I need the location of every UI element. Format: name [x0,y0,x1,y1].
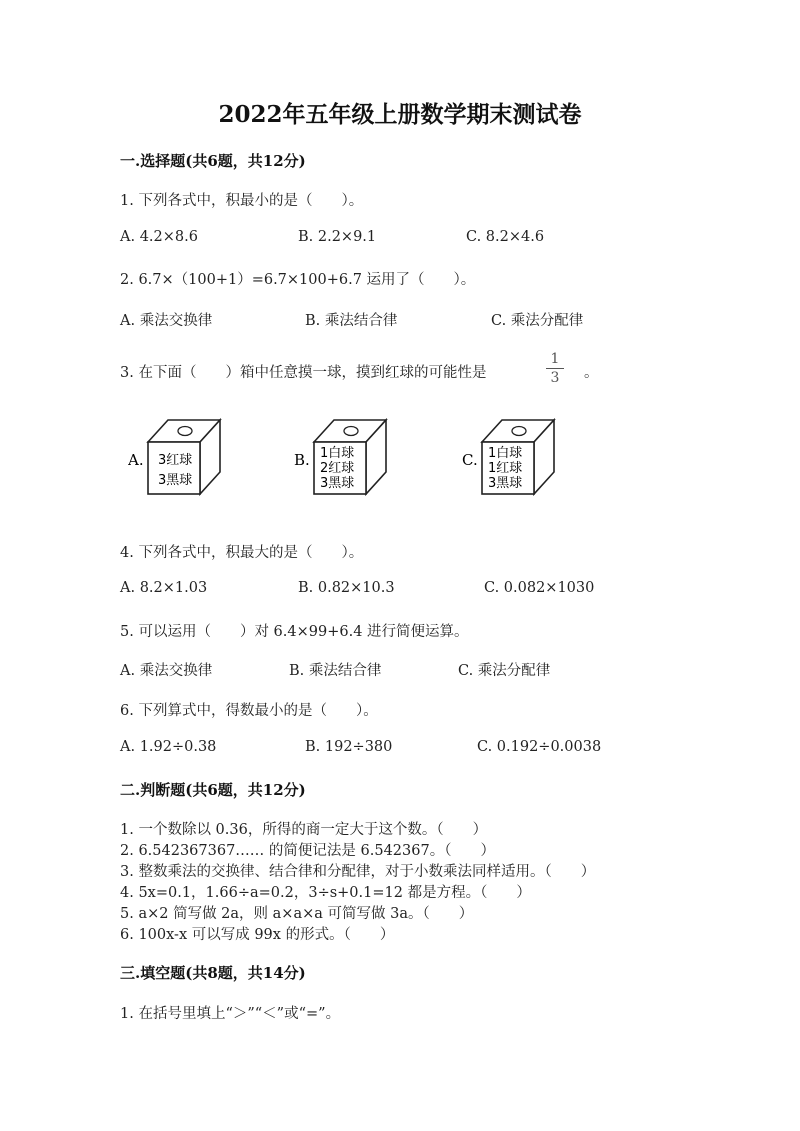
section-heading-choice: 一.选择题(共6题，共12分) [120,152,306,170]
question-6-option-c: C. 0.192÷0.0038 [477,739,602,755]
question-5-option-a: A. 乘法交换律 [120,663,213,679]
box-a-line-2: 3黑球 [158,473,193,488]
judgment-item-3: 3. 整数乘法的交换律、结合律和分配律，对于小数乘法同样适用。（ ） [120,864,596,880]
page-title: 2022年五年级上册数学期末测试卷 [218,101,582,128]
section-heading-judgment: 二.判断题(共6题，共12分) [120,781,306,799]
fraction-one-third [546,352,564,385]
box-c-line-3: 3黑球 [488,476,523,491]
box-b-diagram [294,416,394,498]
question-3-tail: 。 [584,365,599,381]
fraction-numerator: 1 [550,351,560,367]
judgment-item-5: 5. a×2 简写做 2a，则 a×a×a 可简写做 3a。（ ） [120,906,474,922]
question-4-option-a: A. 8.2×1.03 [120,580,208,596]
fraction-bar [546,368,564,369]
judgment-item-4: 4. 5x=0.1，1.66÷a=0.2，3÷s+0.1=12 都是方程。（ ） [120,885,531,901]
box-b-line-1: 1白球 [320,446,355,461]
question-5-option-c: C. 乘法分配律 [458,663,551,679]
fill-blank-item-1: 1. 在括号里填上“＞”“＜”或“=”。 [120,1006,341,1022]
question-5-stem: 5. 可以运用（ ）对 6.4×99+6.4 进行简便运算。 [120,624,469,640]
question-2-option-b: B. 乘法结合律 [305,313,398,329]
question-2-option-c: C. 乘法分配律 [491,313,584,329]
question-6-stem: 6. 下列算式中，得数最小的是（ ）。 [120,703,378,719]
box-c-line-2: 1红球 [488,461,523,476]
judgment-item-6: 6. 100x-x 可以写成 99x 的形式。（ ） [120,927,395,943]
judgment-item-1: 1. 一个数除以 0.36，所得的商一定大于这个数。（ ） [120,822,488,838]
box-b-line-2: 2红球 [320,461,355,476]
box-c-line-1: 1白球 [488,446,523,461]
box-a-label: A. [128,451,144,469]
question-6-option-a: A. 1.92÷0.38 [120,739,217,755]
question-2-stem: 2. 6.7×（100+1）=6.7×100+6.7 运用了（ ）。 [120,272,476,288]
question-1-option-a: A. 4.2×8.6 [120,229,198,245]
question-3-stem: 3. 在下面（ ）箱中任意摸一球，摸到红球的可能性是 [120,365,487,381]
question-4-stem: 4. 下列各式中，积最大的是（ ）。 [120,545,364,561]
question-1-option-b: B. 2.2×9.1 [298,229,377,245]
box-c-label: C. [462,451,478,469]
question-4-option-b: B. 0.82×10.3 [298,580,395,596]
question-2-option-a: A. 乘法交换律 [120,313,213,329]
box-a-line-1: 3红球 [158,453,193,468]
fraction-denominator: 3 [550,370,560,386]
box-b-line-3: 3黑球 [320,476,355,491]
box-b-label: B. [294,451,310,469]
question-5-option-b: B. 乘法结合律 [289,663,382,679]
box-a-diagram [128,416,228,498]
question-1-option-c: C. 8.2×4.6 [466,229,545,245]
box-c-diagram [462,416,562,498]
section-heading-fill-blank: 三.填空题(共8题，共14分) [120,964,306,982]
judgment-item-2: 2. 6.542367367…… 的简便记法是 6.542367。（ ） [120,843,495,859]
question-6-option-b: B. 192÷380 [305,739,393,755]
question-1-stem: 1. 下列各式中，积最小的是（ ）。 [120,193,364,209]
question-4-option-c: C. 0.082×1030 [484,580,595,596]
